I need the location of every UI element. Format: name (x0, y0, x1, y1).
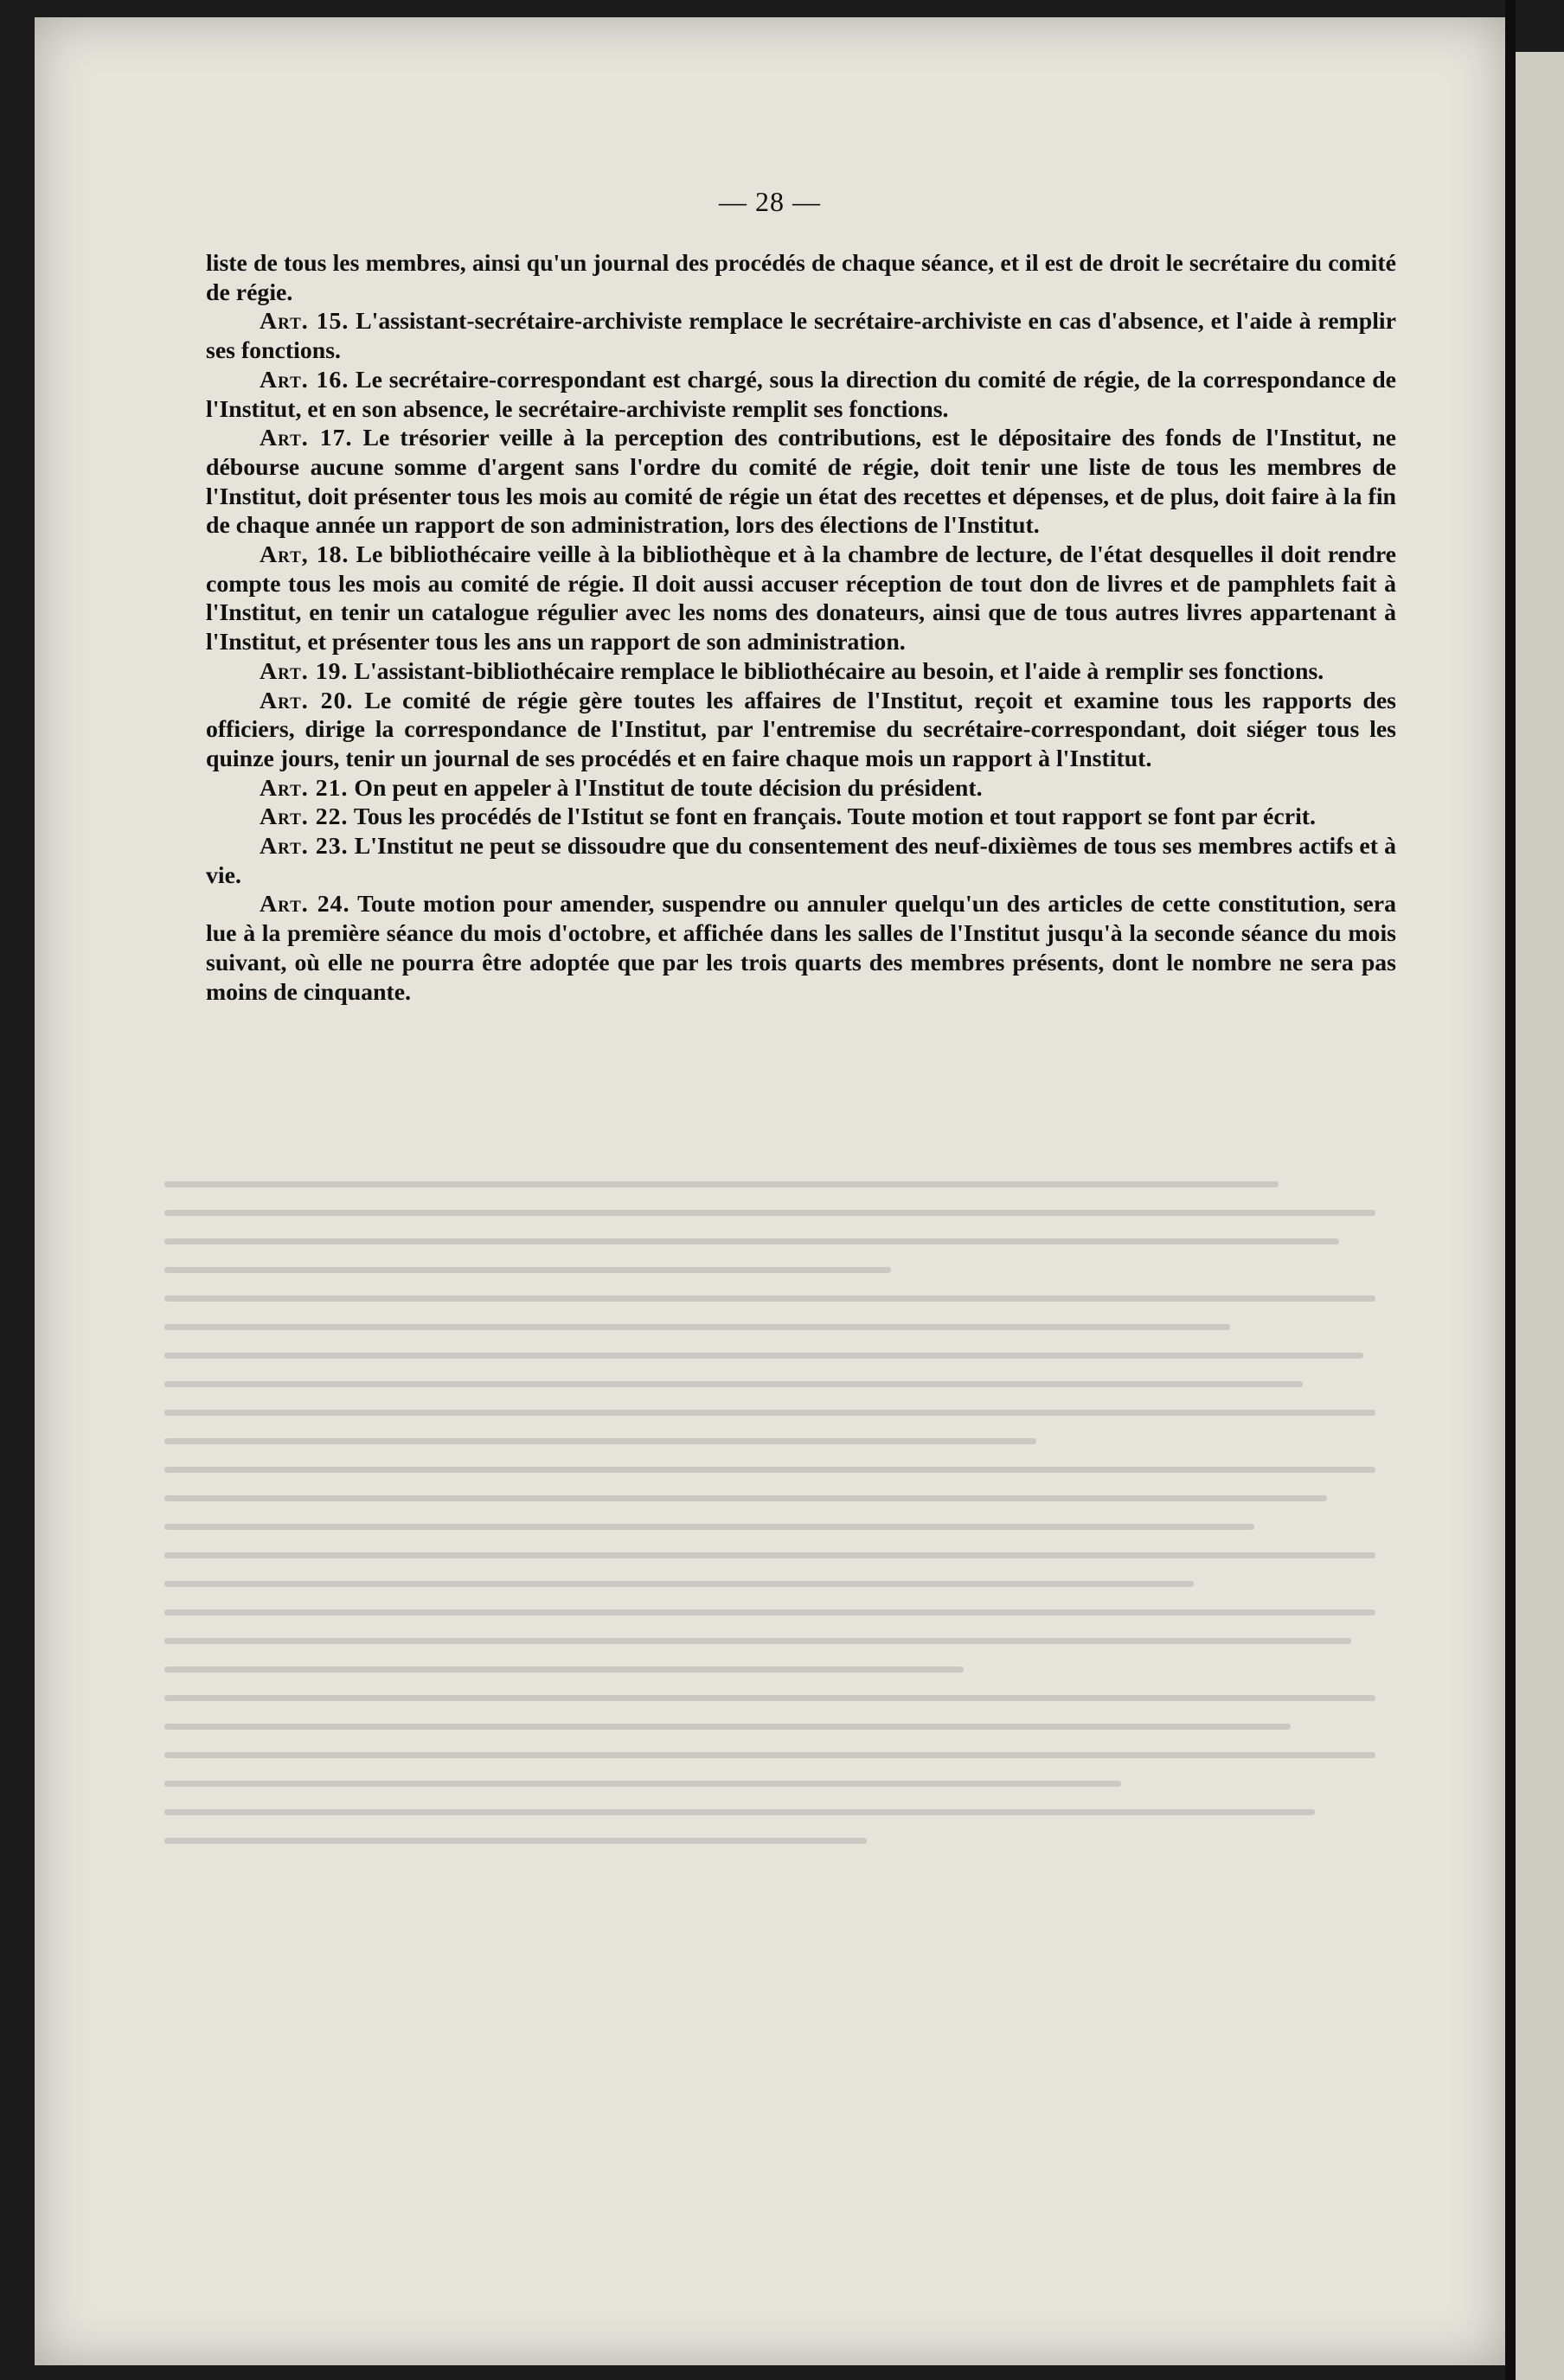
binding-fold (1505, 0, 1516, 2380)
article-23 (206, 832, 1396, 890)
article-number: Art. 20. (260, 687, 354, 714)
article-number: Art. 17. (260, 425, 353, 452)
paragraph-continuation (206, 249, 1396, 307)
article-number: Art. 23. (260, 833, 349, 861)
paragraph-text: Le bibliothécaire veille à la bibliothèque et à la chambre de lecture, de l'état desquelles il doit rendre compte tous les mois au comité de régie. Il doit aussi accuser réception de tout don de livres et de pamphlets fait à l'Institut, en tenir un catalogue régulier avec les noms des donateurs, ainsi que de tous autres livres appartenant à l'Institut, et présenter tous les ans un rapport de son administration. (206, 541, 1396, 656)
article-22 (206, 803, 1396, 832)
paragraph-text: On peut en appeler à l'Institut de toute décision du président. (354, 774, 983, 802)
adjacent-page-edge (1516, 52, 1564, 2380)
article-number: Art. 21. (260, 774, 349, 802)
article-16 (206, 366, 1396, 424)
article-number: Art. 15. (260, 308, 349, 336)
paragraph-text: Le secrétaire-correspondant est chargé, sous la direction du comité de régie, de la correspondance de l'Institut, et en son absence, le secrétaire-archiviste remplit ses fonctions. (206, 366, 1396, 423)
bleed-through-text (164, 1159, 1375, 2162)
paragraph-text: Le comité de régie gère toutes les affaires de l'Institut, reçoit et examine tous les rapports des officiers, dirige la correspondance de l'Institut, par l'entremise du secrétaire-correspondant, doit siéger tous les quinze jours, tenir un journal de ses procédés et en faire chaque mois un rapport à l'Institut. (206, 687, 1397, 772)
article-24 (206, 890, 1396, 1007)
article-17 (206, 424, 1396, 541)
paragraph-text: L'assistant-bibliothécaire remplace le bibliothécaire au besoin, et l'aide à remplir ses fonctions. (354, 657, 1324, 685)
article-number: Art. 22. (260, 803, 349, 831)
article-number: Art. 19. (260, 657, 349, 685)
paragraph-text: liste de tous les membres, ainsi qu'un journal des procédés de chaque séance, et il est de droit le secrétaire du comité de régie. (206, 250, 1396, 306)
article-20 (206, 687, 1396, 774)
document-page (35, 17, 1505, 2365)
article-number: Art. 16. (260, 366, 349, 393)
article-21 (206, 774, 1396, 803)
paragraph-text: Tous les procédés de l'Istitut se font en français. Toute motion et tout rapport se font par écrit. (353, 803, 1316, 831)
paragraph-text: Toute motion pour amender, suspendre ou annuler quelqu'un des articles de cette constitution, sera lue à la première séance du mois d'octobre, et affichée dans les salles de l'Institut jusqu'à la seconde séance du mois suivant, où elle ne pourra être adoptée que par les trois quarts des membres présents, dont le nombre ne sera pas moins de cinquante. (206, 891, 1397, 1006)
paragraph-text: Le trésorier veille à la perception des contributions, est le dépositaire des fonds de l'Institut, ne débourse aucune somme d'argent sans l'ordre du comité de régie, doit tenir une liste de tous les membres de l'Institut, doit présenter tous les mois au comité de régie un état des recettes et dépenses, et de plus, doit faire à la fin de chaque année un rapport de son administration, lors des élections de l'Institut. (206, 425, 1396, 540)
article-number: Art. 24. (260, 891, 350, 918)
body-text (206, 249, 1396, 1007)
article-19 (206, 657, 1396, 687)
article-number: Art, 18. (260, 541, 349, 569)
page-number: — 28 — (719, 186, 821, 217)
paragraph-text: L'assistant-secrétaire-archiviste remplace le secrétaire-archiviste en cas d'absence, et l'aide à remplir ses fonctions. (206, 308, 1396, 365)
article-15 (206, 307, 1396, 365)
article-18 (206, 541, 1396, 657)
paragraph-text: L'Institut ne peut se dissoudre que du consentement des neuf-dixièmes de tous ses membres actifs et à vie. (206, 833, 1396, 889)
